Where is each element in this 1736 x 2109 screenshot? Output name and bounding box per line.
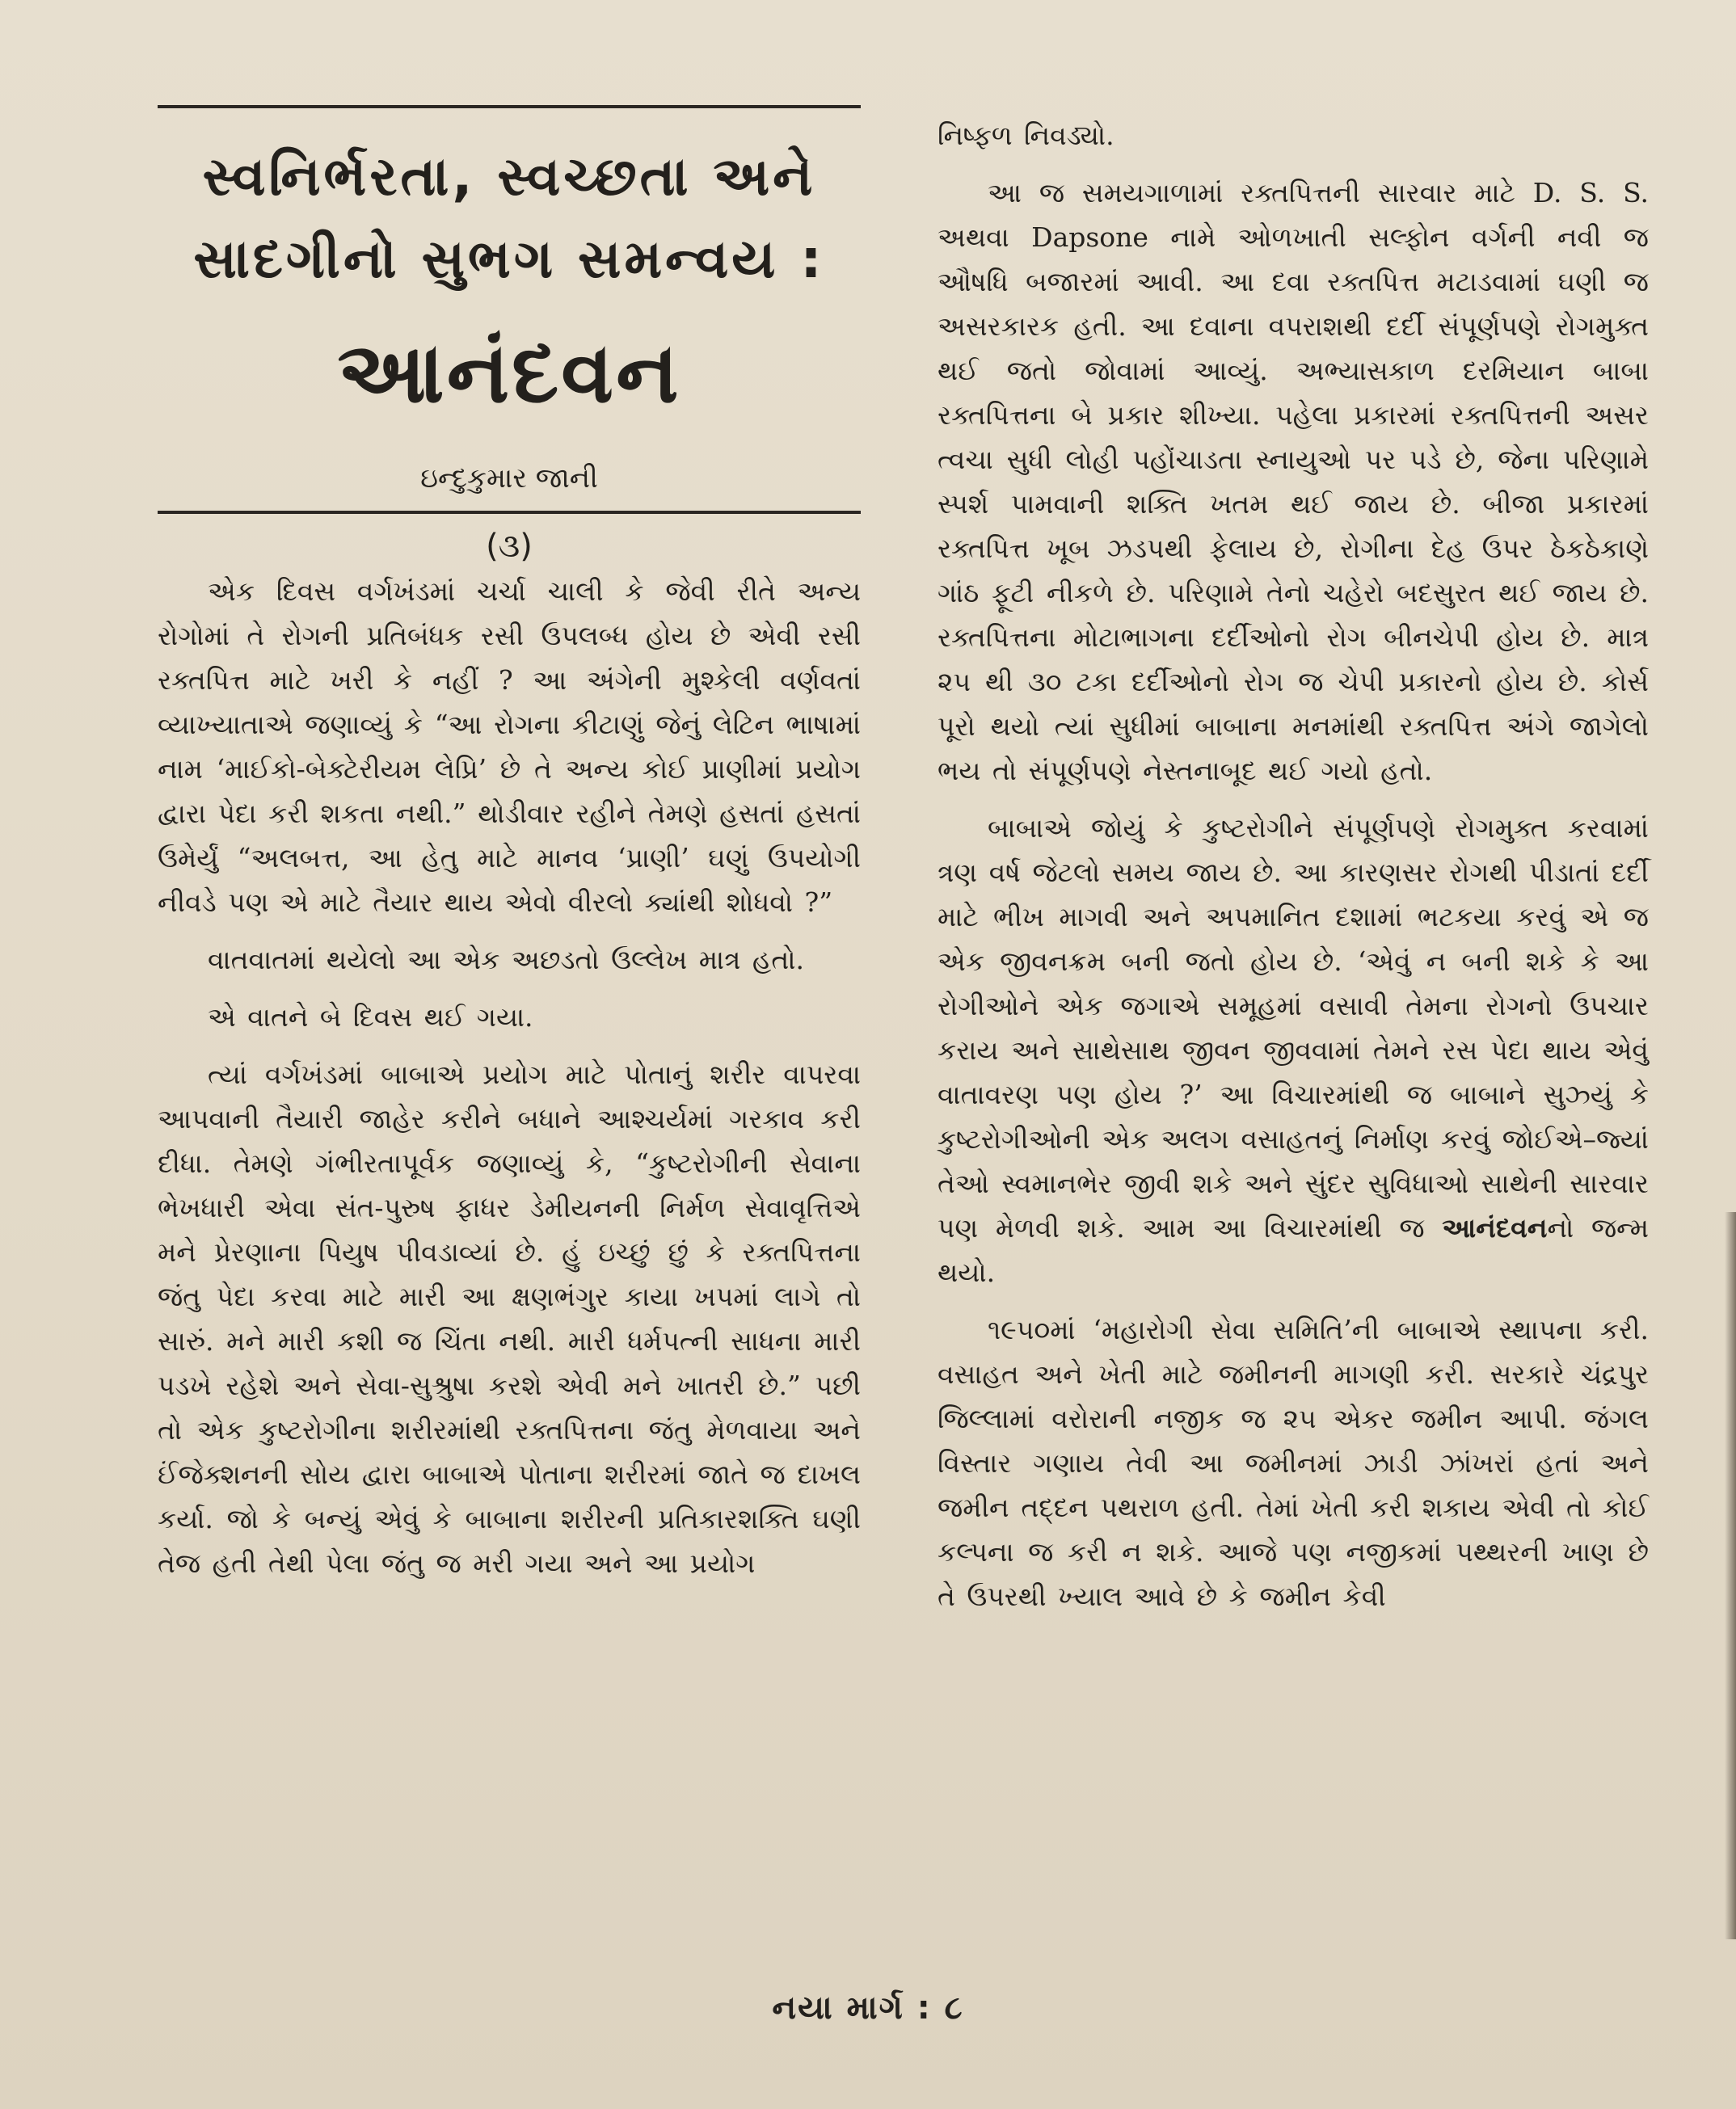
section-number: (૩) (486, 528, 533, 565)
right-paragraph-4: ૧૯૫૦માં ‘મહારોગી સેવા સમિતિ’ની બાબાએ સ્થાપના કરી. વસાહત અને ખેતી માટે જમીનની માગણી કરી. સરકારે ચંદ્રપુર જિલ્લામાં વરોરાની નજીક જ ૨૫ એકર જમીન આપી. જંગલ વિસ્તાર ગણાય તેવી આ જમીનમાં ઝાડી ઝાંખરાં હતાં અને જમીન તદ્દન પથરાળ હતી. તેમાં ખેતી કરી શકાય એવી તો કોઈ કલ્પના જ કરી ન શકે. આજે પણ નજીકમાં પથ્થરની ખાણ છે તે ઉપરથી ખ્યાલ આવે છે કે જમીન કેવી (938, 1314, 1649, 1612)
anandvan-emphasis: આનંદવન (1442, 1212, 1548, 1244)
byline-rule (158, 511, 861, 514)
left-column (158, 105, 861, 1597)
headline-line-2: સાદગીનો સુભગ સમન્વય : (193, 228, 825, 290)
right-paragraph-3-text: બાબાએ જોયું કે કુષ્ટરોગીને સંપૂર્ણપણે રોગમુક્ત કરવામાં ત્રણ વર્ષ જેટલો સમય જાય છે. આ કારણસર રોગથી પીડાતાં દર્દી માટે ભીખ માગવી અને અપમાનિત દશામાં ભટકયા કરવું એ જ એક જીવનક્રમ બની જતો હોય છે. ‘એવું ન બની શકે કે આ રોગીઓને એક જગાએ સમૂહમાં વસાવી તેમના રોગનો ઉપચાર કરાય અને સાથેસાથ જીવન જીવવામાં તેમને રસ પેદા થાય એવું વાતાવરણ પણ હોય ?’ આ વિચારમાંથી જ બાબાને સુઝ્યું કે કુષ્ટરોગીઓની એક અલગ વસાહતનું નિર્માણ કરવું જોઈએ–જ્યાં તેઓ સ્વમાનભેર જીવી શકે અને સુંદર સુવિધાઓ સાથેની સારવાર પણ મેળવી શકે. આમ આ વિચારમાંથી જ (938, 812, 1649, 1244)
right-paragraph-3 (938, 806, 1649, 1294)
left-paragraph-4: ત્યાં વર્ગખંડમાં બાબાએ પ્રયોગ માટે પોતાનું શરીર વાપરવા આપવાની તૈયારી જાહેર કરીને બધાને આશ્ચર્યમાં ગરકાવ કરી દીધા. તેમણે ગંભીરતાપૂર્વક જણાવ્યું કે, “કુષ્ટરોગીની સેવાના ભેખધારી એવા સંત-પુરુષ ફાધર ડેમીયનની નિર્મળ સેવાવૃત્તિએ મને પ્રેરણાના પિયુષ પીવડાવ્યાં છે. હું ઇચ્છું છું કે રક્તપિત્તના જંતુ પેદા કરવા માટે મારી આ ક્ષણભંગુર કાયા ખપમાં લાગે તો સારું. મને મારી કશી જ ચિંતા નથી. મારી ધર્મપત્ની સાધના મારી પડખે રહેશે અને સેવા-સુશ્રુષા કરશે એવી મને ખાતરી છે.” પછી તો એક કુષ્ટરોગીના શરીરમાંથી રક્તપિત્તના જંતુ મેળવાયા અને ઈંજેક્શનની સોય દ્વારા બાબાએ પોતાના શરીરમાં જાતે જ દાખલ કર્યા. જો કે બન્યું એવું કે બાબાના શરીરની પ્રતિકારશક્તિ ઘણી તેજ હતી તેથી પેલા જંતુ જ મરી ગયા અને આ પ્રયોગ (158, 1059, 861, 1579)
right-column (938, 113, 1649, 1630)
left-paragraph-1: એક દિવસ વર્ગખંડમાં ચર્ચા ચાલી કે જેવી રીતે અન્ય રોગોમાં તે રોગની પ્રતિબંધક રસી ઉપલબ્ધ હોય છે એવી રસી રક્તપિત્ત માટે ખરી કે નહીં ? આ અંગેની મુશ્કેલી વર્ણવતાં વ્યાખ્યાતાએ જણાવ્યું કે “આ રોગના કીટાણું જેનું લેટિન ભાષામાં નામ ‘માઈકો-બેક્ટેરીયમ લેપ્રિ’ છે તે અન્ય કોઈ પ્રાણીમાં પ્રયોગ દ્વારા પેદા કરી શકતા નથી.” થોડીવાર રહીને તેમણે હસતાં હસતાં ઉમેર્યું “અલબત્ત, આ હેતુ માટે માનવ ‘પ્રાણી’ ઘણું ઉપયોગી નીવડે પણ એ માટે તૈયાર થાય એવો વીરલો ક્યાંથી શોધવો ?” (158, 575, 861, 918)
right-paragraph-3-end: નો જન્મ થયો. (938, 1212, 1650, 1288)
article-title: આનંદવન (337, 323, 681, 422)
left-paragraph-2: વાતવાતમાં થયેલો આ એક અછડતો ઉલ્લેખ માત્ર હતો. (208, 944, 804, 975)
right-paragraph-1: નિષ્ફળ નિવડ્યો. (938, 120, 1114, 151)
author-byline: ઇન્દુકુમાર જાની (420, 462, 598, 495)
top-rule (158, 105, 861, 108)
page-edge-shadow (1725, 1212, 1736, 1939)
headline-line-1: સ્વનિર્ભરતા, સ્વચ્છતા અને (202, 145, 816, 208)
page-footer: નયા માર્ગ : ૮ (772, 1989, 964, 2027)
right-paragraph-2: આ જ સમયગાળામાં રક્તપિત્તની સારવાર માટે D. S. S. અથવા Dapsone નામે ઓળખાતી સલ્ફોન વર્ગની નવી જ ઔષધિ બજારમાં આવી. આ દવા રક્તપિત્ત મટાડવામાં ઘણી જ અસરકારક હતી. આ દવાના વપરાશથી દર્દી સંપૂર્ણપણે રોગમુક્ત થઈ જતો જોવામાં આવ્યું. અભ્યાસકાળ દરમિયાન બાબા રક્તપિત્તના બે પ્રકાર શીખ્યા. પહેલા પ્રકારમાં રક્તપિત્તની અસર ત્વચા સુધી લોહી પહોંચાડતા સ્નાયુઓ પર પડે છે, જેના પરિણામે સ્પર્શ પામવાની શક્તિ ખતમ થઈ જાય છે. બીજા પ્રકારમાં રક્તપિત્ત ખૂબ ઝડપથી ફેલાય છે, રોગીના દેહ ઉપર ઠેકઠેકાણે ગાંઠ ફૂટી નીકળે છે. પરિણામે તેનો ચહેરો બદસુરત થઈ જાય છે. રક્તપિત્તના મોટાભાગના દર્દીઓનો રોગ બીનચેપી હોય છે. માત્ર ૨૫ થી ૩૦ ટકા દર્દીઓનો રોગ જ ચેપી પ્રકારનો હોય છે. કોર્સ પૂરો થયો ત્યાં સુધીમાં બાબાના મનમાંથી રક્તપિત્ત અંગે જાગેલો ભય તો સંપૂર્ણપણે નેસ્તનાબૂદ થઈ ગયો હતો. (938, 177, 1649, 786)
left-paragraph-3: એ વાતને બે દિવસ થઈ ગયા. (208, 1001, 533, 1033)
